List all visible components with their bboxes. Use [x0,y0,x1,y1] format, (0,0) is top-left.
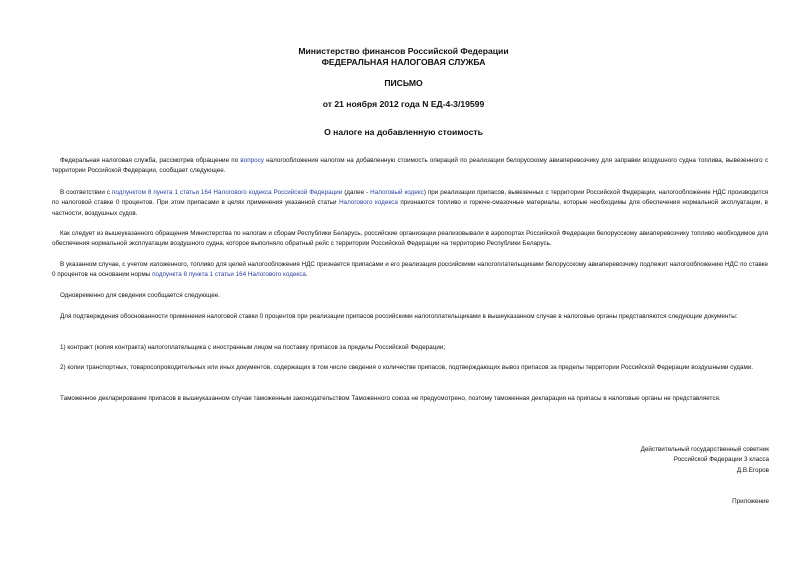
link-question[interactable]: вопросу [240,157,264,164]
p2-text-b: (далее - [342,189,371,196]
p1-text-b: налогообложения налогом на добавленную стоимость операций по реализации белорусскому авиаперевозчику для заправки воздушного судна топлива, вывезенного с территории Российской Федерации, сообщает следующее. [52,157,768,175]
document-type: ПИСЬМО [384,78,423,88]
signature-block [641,445,769,476]
paragraph-5: Одновременно для сведения сообщается следующее. [60,292,220,299]
p4-text-b: . [305,271,308,279]
signature-title-1: Действительный государственный советник [640,446,769,453]
p4-text-a: В указанном случае, с учетом изложенного, топливо для целей налогообложения НДС признается припасами и его реализация российскими налогоплательщиками белорусскому авиаперевозчику подлежит налогообложению НДС по ставке 0 процентов на основании нормы [52,261,768,279]
link-tax-code[interactable]: Налоговый кодекс [370,189,424,196]
appendix-label: Приложение [732,498,769,505]
p2-text-d: признаются топливо и горюче-смазочные материалы, которые необходимы для обеспечения нормальной эксплуатации, в частности, воздушных судов. [52,199,768,217]
p2-text-a: В соответствии с [60,189,112,196]
paragraph-2 [52,188,768,219]
paragraph-8: 2) копии транспортных, товаросопроводительных или иных документов, содержащих в том числе сведения о количестве припасов, подтверждающих вывоз припасов за пределы территории Российской Федерации воздушными судами. [60,364,754,371]
link-subparagraph-8[interactable]: подпункта 8 пункта 1 статьи 164 Налогового кодекса [152,271,306,279]
paragraph-4 [52,260,768,281]
paragraph-1 [52,156,768,177]
paragraph-9: Таможенное декларирование припасов в вышеуказанном случае таможенным законодательством Таможенного союза не предусмотрено, поэтому таможенная декларация на припасы в налоговые органы не представляется. [60,395,721,402]
ministry-name: Министерство финансов Российской Федерации [298,46,509,56]
signature-title-2: Российской Федерации 3 класса [673,456,769,464]
signature-name: Д.В.Егоров [736,466,769,474]
document-date-number: от 21 ноября 2012 года N ЕД-4-3/19599 [322,99,485,109]
service-name: ФЕДЕРАЛЬНАЯ НАЛОГОВАЯ СЛУЖБА [321,57,486,67]
p1-text-a: Федеральная налоговая служба, рассмотрев обращение по [60,157,241,164]
link-tax-code-article[interactable]: подпунктом 8 пункта 1 статьи 164 Налогового кодекса Российской Федерации [112,189,343,196]
p2-text-c: ) при реализации припасов, вывезенных с территории Российской Федерации, налогообложение НДС производится по налоговой ставке 0 процентов. При этом припасами в целях применения указанной статьи [52,189,769,207]
link-tax-code-2[interactable]: Налогового кодекса [339,199,398,207]
paragraph-6: Для подтверждения обоснованности применения налоговой ставки 0 процентов при реализации припасов российскими налогоплательщиками в вышеуказанном случае в налоговые органы представляются следующие документы: [60,313,738,320]
paragraph-7: 1) контракт (копия контракта) налогоплательщика с иностранным лицом на поставку припасов за пределы Российской Федерации; [60,344,446,351]
paragraph-3: Как следует из вышеуказанного обращения Министерства по налогам и сборам Республики Беларусь, российские организации реализовывали в аэропортах Российской Федерации белорусскому авиаперевозчику топливо необходимое для обеспечения нормальной эксплуатации воздушного судна, которое выполняло обратный рейс с территории Российской Федерации на территорию Республики Беларусь. [52,230,768,248]
document-subject: О налоге на добавленную стоимость [324,127,483,137]
